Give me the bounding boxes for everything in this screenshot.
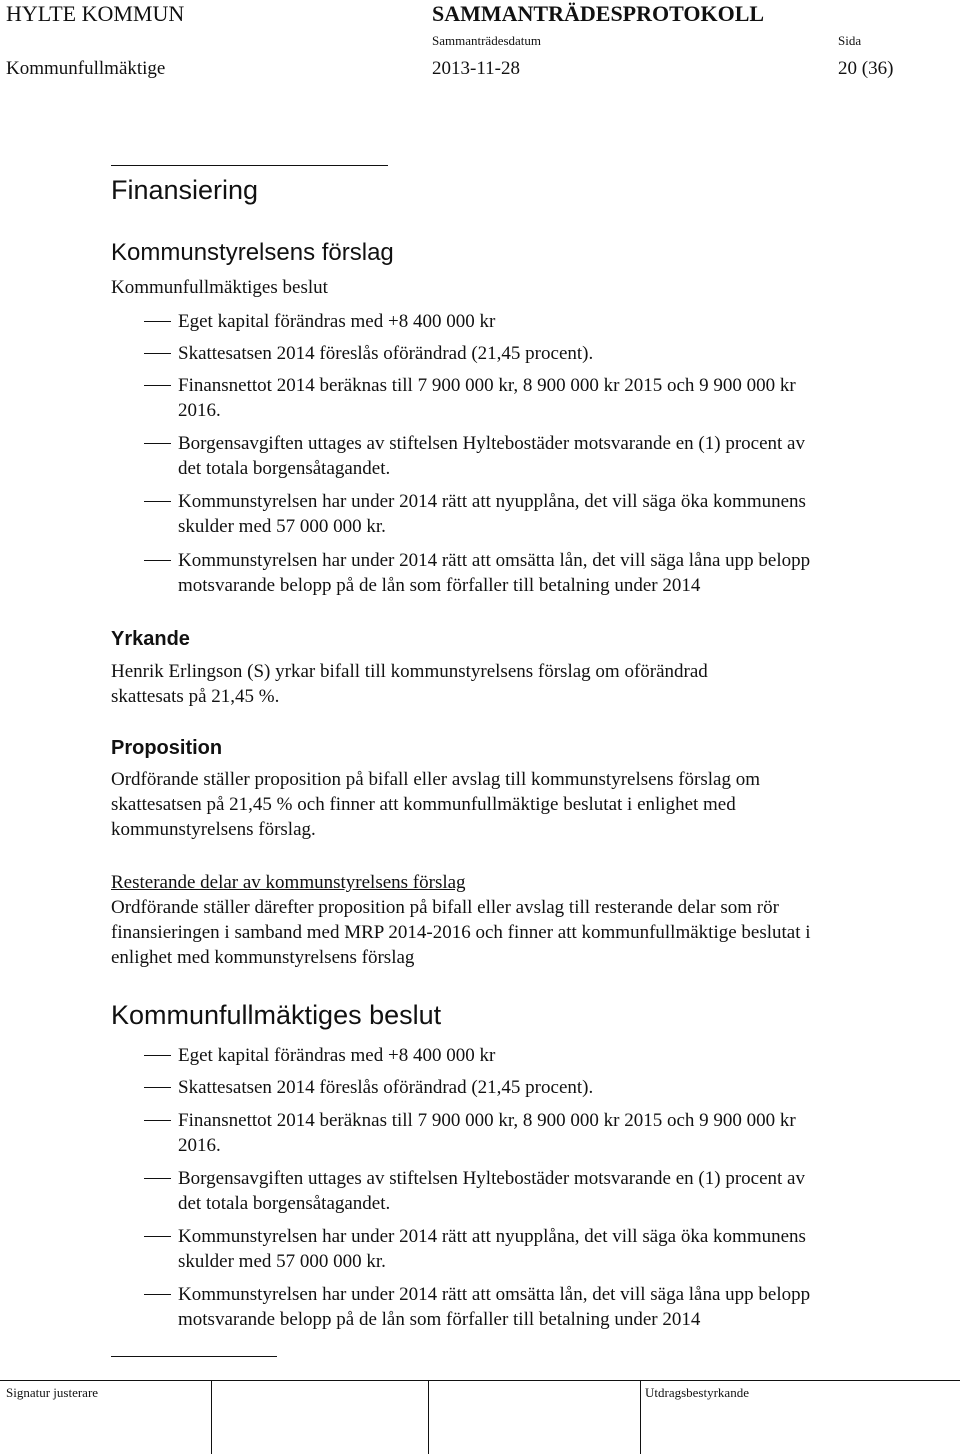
dash-bullet-icon bbox=[144, 385, 171, 386]
proposition-line: skattesatsen på 21,45 % och finner att kommunfullmäktige beslutat i enlighet med bbox=[111, 794, 736, 815]
resterande-line: enlighet med kommunstyrelsens förslag bbox=[111, 947, 415, 968]
list-item-continuation: 2016. bbox=[178, 400, 221, 421]
proposition-heading: Proposition bbox=[111, 737, 223, 759]
list-item-continuation: motsvarande belopp på de lån som förfaller till betalning under 2014 bbox=[178, 575, 701, 596]
list-item: Skattesatsen 2014 föreslås oförändrad (21,45 procent). bbox=[178, 343, 594, 364]
proposition-line: Ordförande ställer proposition på bifall eller avslag till kommunstyrelsens förslag om bbox=[111, 769, 761, 790]
dash-bullet-icon bbox=[144, 443, 171, 444]
resterande-heading: Resterande delar av kommunstyrelsens förslag bbox=[111, 872, 466, 893]
list-item-continuation: skulder med 57 000 000 kr. bbox=[178, 1251, 386, 1272]
resterande-line: Ordförande ställer därefter proposition på bifall eller avslag till resterande delar som rör bbox=[111, 897, 779, 918]
document-type: SAMMANTRÄDESPROTOKOLL bbox=[432, 1, 765, 26]
dash-bullet-icon bbox=[144, 1236, 171, 1237]
signature-label: Signatur justerare bbox=[6, 1385, 99, 1400]
extract-label: Utdragsbestyrkande bbox=[645, 1385, 749, 1400]
page-number: 20 (36) bbox=[838, 58, 894, 79]
resterande-line: finansieringen i samband med MRP 2014-2016 och finner att kommunfullmäktige beslutat i bbox=[111, 922, 811, 943]
dash-bullet-icon bbox=[144, 1087, 171, 1088]
section-title: Finansiering bbox=[111, 175, 259, 205]
list-item-continuation: det totala borgensåtagandet. bbox=[178, 1193, 391, 1214]
list-item: Kommunstyrelsen har under 2014 rätt att omsätta lån, det vill säga låna upp belopp bbox=[178, 550, 811, 571]
organization-name: HYLTE KOMMUN bbox=[6, 1, 185, 26]
footer-border bbox=[211, 1380, 212, 1454]
decision-intro: Kommunfullmäktiges beslut bbox=[111, 277, 328, 298]
governing-body: Kommunfullmäktige bbox=[6, 58, 166, 79]
footer-border bbox=[640, 1380, 641, 1454]
list-item: Kommunstyrelsen har under 2014 rätt att nyupplåna, det vill säga öka kommunens bbox=[178, 1226, 806, 1247]
yrkande-line: skattesats på 21,45 %. bbox=[111, 686, 280, 707]
list-item: Eget kapital förändras med +8 400 000 kr bbox=[178, 1045, 496, 1066]
list-item: Borgensavgiften uttages av stiftelsen Hyltebostäder motsvarande en (1) procent av bbox=[178, 433, 805, 454]
meeting-date: 2013-11-28 bbox=[432, 58, 520, 79]
dash-bullet-icon bbox=[144, 1178, 171, 1179]
list-item: Kommunstyrelsen har under 2014 rätt att nyupplåna, det vill säga öka kommunens bbox=[178, 491, 806, 512]
section-divider bbox=[111, 165, 388, 166]
list-item-continuation: skulder med 57 000 000 kr. bbox=[178, 516, 386, 537]
dash-bullet-icon bbox=[144, 1294, 171, 1295]
dash-bullet-icon bbox=[144, 353, 171, 354]
page-label: Sida bbox=[838, 33, 862, 48]
section-divider bbox=[111, 1356, 277, 1357]
list-item: Kommunstyrelsen har under 2014 rätt att omsätta lån, det vill säga låna upp belopp bbox=[178, 1284, 811, 1305]
dash-bullet-icon bbox=[144, 560, 171, 561]
list-item: Borgensavgiften uttages av stiftelsen Hyltebostäder motsvarande en (1) procent av bbox=[178, 1168, 805, 1189]
yrkande-line: Henrik Erlingson (S) yrkar bifall till kommunstyrelsens förslag om oförändrad bbox=[111, 661, 708, 682]
footer-border bbox=[428, 1380, 429, 1454]
decision-title: Kommunfullmäktiges beslut bbox=[111, 1000, 442, 1030]
dash-bullet-icon bbox=[144, 1055, 171, 1056]
list-item: Finansnettot 2014 beräknas till 7 900 000 kr, 8 900 000 kr 2015 och 9 900 000 kr bbox=[178, 1110, 796, 1131]
list-item: Eget kapital förändras med +8 400 000 kr bbox=[178, 311, 496, 332]
list-item-continuation: 2016. bbox=[178, 1135, 221, 1156]
list-item-continuation: det totala borgensåtagandet. bbox=[178, 458, 391, 479]
list-item: Skattesatsen 2014 föreslås oförändrad (21,45 procent). bbox=[178, 1077, 594, 1098]
proposition-line: kommunstyrelsens förslag. bbox=[111, 819, 316, 840]
list-item: Finansnettot 2014 beräknas till 7 900 000 kr, 8 900 000 kr 2015 och 9 900 000 kr bbox=[178, 375, 796, 396]
list-item-continuation: motsvarande belopp på de lån som förfaller till betalning under 2014 bbox=[178, 1309, 701, 1330]
signature-footer bbox=[0, 1380, 960, 1454]
dash-bullet-icon bbox=[144, 1120, 171, 1121]
footer-border bbox=[0, 1380, 960, 1381]
date-label: Sammanträdesdatum bbox=[432, 33, 542, 48]
dash-bullet-icon bbox=[144, 321, 171, 322]
yrkande-heading: Yrkande bbox=[111, 628, 190, 650]
dash-bullet-icon bbox=[144, 501, 171, 502]
section-subtitle: Kommunstyrelsens förslag bbox=[111, 239, 394, 266]
